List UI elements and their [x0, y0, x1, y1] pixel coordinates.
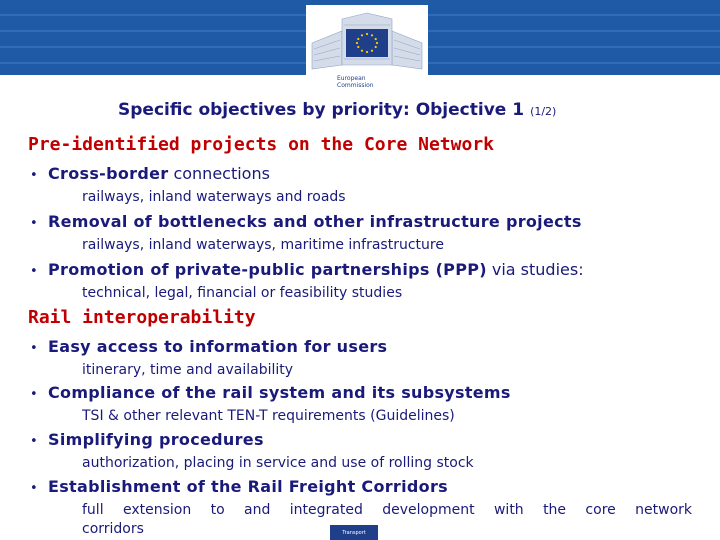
section-heading-rail-interoperability: Rail interoperability [28, 307, 256, 328]
list-item [30, 212, 700, 255]
item-detail: itinerary, time and availability [82, 362, 294, 378]
logo-line-1: European [337, 75, 366, 82]
transport-badge: Transport [330, 525, 378, 540]
item-detail: TSI & other relevant TEN-T requirements (Guidelines) [82, 408, 455, 424]
item-lead: Simplifying procedures [48, 430, 264, 449]
item-rest: connections [173, 164, 270, 183]
item-detail: authorization, placing in service and use of rolling stock [82, 455, 474, 471]
slide-title-text: Specific objectives by priority: Objective 1 [118, 100, 525, 120]
list-item [30, 260, 700, 303]
item-detail: railways, inland waterways, maritime infrastructure [82, 237, 444, 253]
bullet-icon: • [30, 481, 38, 496]
section-heading-core-network: Pre-identified projects on the Core Network [28, 134, 494, 155]
bullet-icon: • [30, 387, 38, 402]
list-item [30, 383, 700, 426]
bullet-icon: • [30, 168, 38, 183]
european-commission-logo [306, 5, 428, 99]
logo-line-2: Commission [337, 82, 374, 89]
item-lead: Cross-border [48, 164, 169, 183]
logo-wordmark [337, 75, 407, 89]
item-lead: Establishment of the Rail Freight Corridors [48, 477, 448, 496]
bullet-icon: • [30, 216, 38, 231]
bullet-icon: • [30, 434, 38, 449]
item-rest: via studies: [491, 260, 584, 279]
item-lead: Removal of bottlenecks and other infrastructure projects [48, 212, 582, 231]
item-detail: railways, inland waterways and roads [82, 189, 346, 205]
slide-page-indicator: (1/2) [530, 105, 557, 118]
bullet-icon: • [30, 264, 38, 279]
item-detail: technical, legal, financial or feasibility studies [82, 285, 403, 301]
list-item [30, 430, 700, 473]
list-item [30, 337, 700, 380]
item-lead: Promotion of private-public partnerships (PPP) [48, 260, 487, 279]
item-lead: Easy access to information for users [48, 337, 388, 356]
list-item [30, 164, 700, 207]
slide-title [118, 100, 698, 120]
item-detail: full extension to and integrated development with the core network corridors [82, 502, 692, 537]
bullet-icon: • [30, 341, 38, 356]
item-lead: Compliance of the rail system and its subsystems [48, 383, 511, 402]
